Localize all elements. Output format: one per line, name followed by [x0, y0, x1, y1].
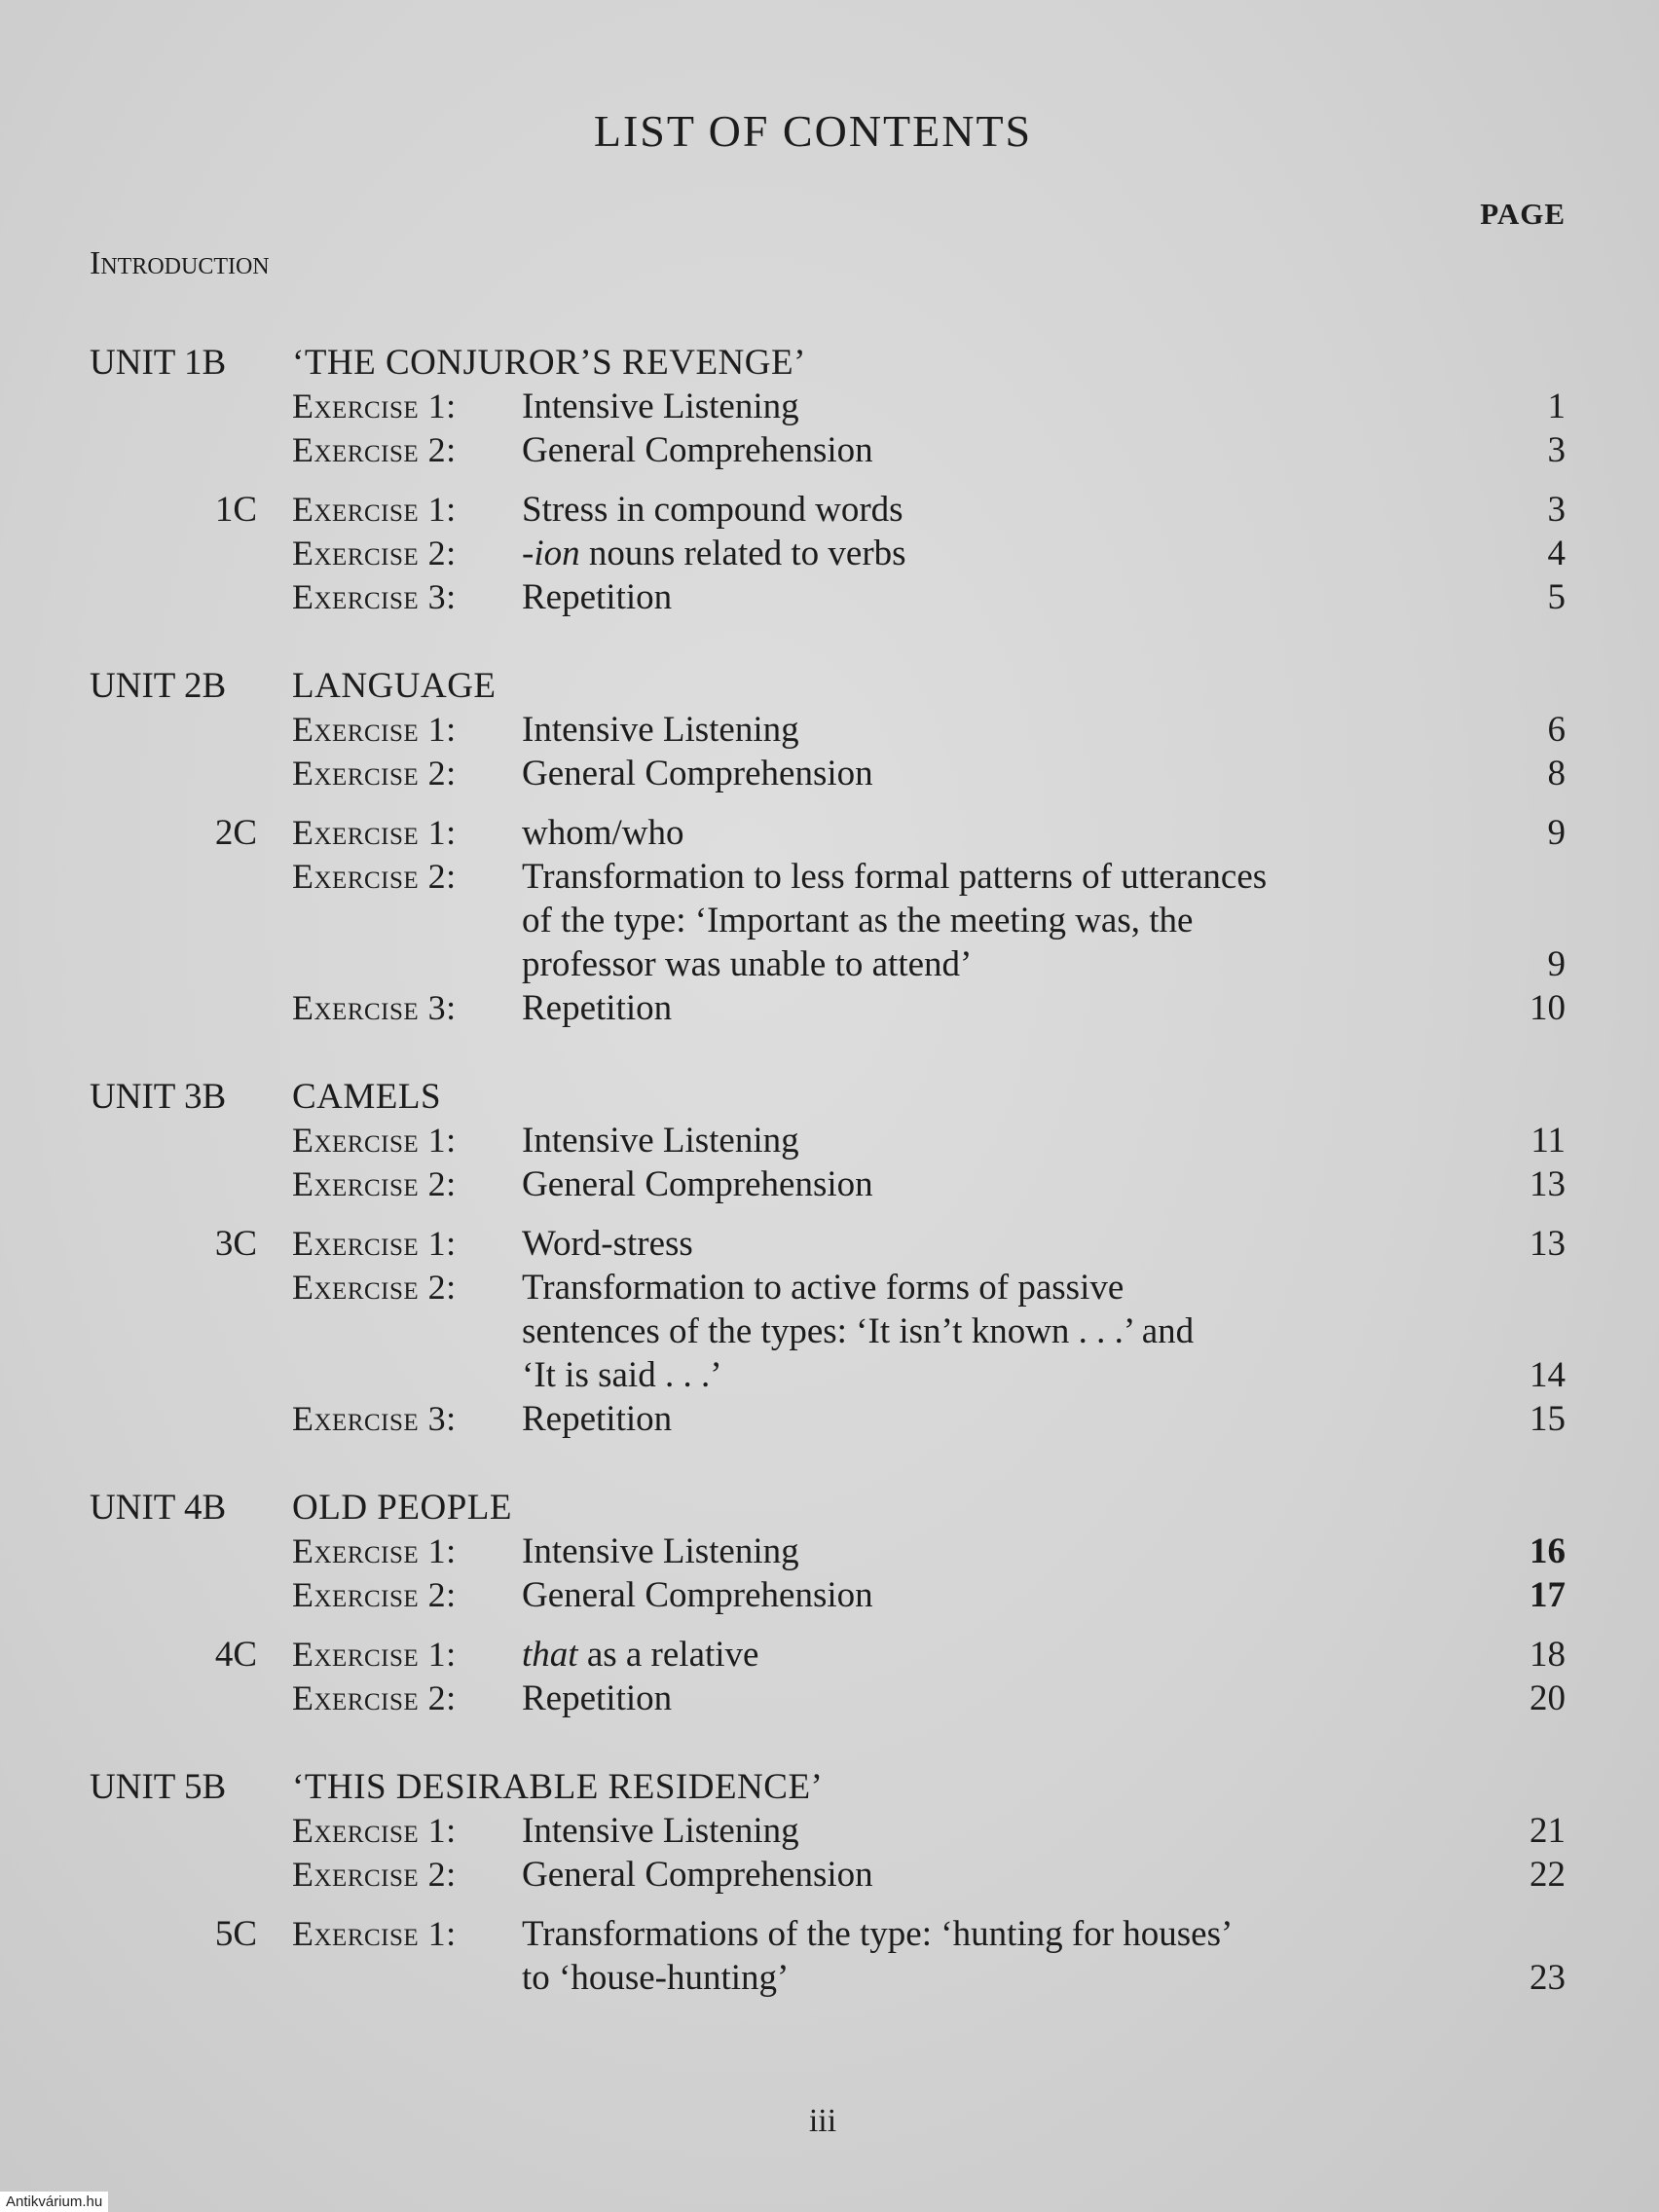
exercise-row	[90, 1573, 1566, 1617]
exercise-label: Exercise 2:	[292, 430, 457, 469]
exercise-title-text: nouns related to verbs	[579, 534, 906, 573]
page-column-label: PAGE	[1480, 197, 1566, 231]
exercise-title-line: sentences of the types: ‘It isn’t known . . .’ and	[522, 1311, 1195, 1351]
exercise-title	[522, 575, 1488, 619]
sub-unit-code: 1C	[214, 490, 257, 530]
exercise-title-line: professor was unable to attend’	[522, 944, 973, 984]
unit-heading	[90, 1765, 1566, 1809]
exercise-row	[90, 1853, 1566, 1897]
unit-block	[90, 1486, 1566, 1720]
exercise-row	[90, 428, 1566, 472]
page-number-entry: 13	[1530, 1224, 1566, 1264]
exercise-row	[90, 855, 1566, 986]
exercise-row	[90, 1912, 1566, 2000]
exercise-title	[522, 1397, 1488, 1441]
page-number-entry: 1	[1547, 387, 1566, 426]
exercise-title	[522, 532, 1488, 575]
page-number-entry: 18	[1530, 1635, 1566, 1675]
exercise-title-line: ‘It is said . . .’	[522, 1355, 722, 1395]
page-number-entry: 3	[1547, 430, 1566, 470]
exercise-title	[522, 752, 1488, 795]
exercise-title	[522, 1266, 1488, 1397]
exercise-label: Exercise 1:	[292, 1635, 457, 1674]
exercise-title	[522, 986, 1488, 1030]
exercise-title-line	[522, 532, 1468, 575]
exercise-row	[90, 1119, 1566, 1162]
exercise-row	[90, 1633, 1566, 1677]
exercise-row	[90, 1162, 1566, 1206]
unit-title: LANGUAGE	[292, 666, 497, 706]
exercise-label: Exercise 1:	[292, 1531, 457, 1570]
exercise-title	[522, 1853, 1488, 1897]
exercise-title	[522, 428, 1488, 472]
page-number-entry: 23	[1530, 1958, 1566, 1998]
page-number-entry: 5	[1547, 577, 1566, 617]
exercise-title	[522, 385, 1488, 428]
exercise-title	[522, 1119, 1488, 1162]
italic-term: that	[522, 1635, 578, 1675]
exercise-label: Exercise 2:	[292, 857, 457, 896]
unit-code: UNIT 1B	[90, 343, 227, 383]
page-number-entry: 15	[1530, 1399, 1566, 1439]
page-number-entry: 16	[1530, 1531, 1566, 1571]
page-number-entry: 8	[1547, 754, 1566, 793]
italic-term: -ion	[522, 534, 580, 573]
exercise-label: Exercise 2:	[292, 1268, 457, 1307]
exercise-row	[90, 752, 1566, 795]
exercise-title-line: Repetition	[522, 1399, 673, 1439]
exercise-row	[90, 1809, 1566, 1853]
unit-code: UNIT 4B	[90, 1488, 227, 1528]
page-number-entry: 3	[1547, 490, 1566, 530]
page-number-entry: 13	[1530, 1164, 1566, 1204]
exercise-row	[90, 385, 1566, 428]
exercise-title	[522, 488, 1488, 532]
exercise-title	[522, 1809, 1488, 1853]
exercise-label: Exercise 2:	[292, 1164, 457, 1203]
exercise-row	[90, 532, 1566, 575]
page-number-entry: 9	[1547, 944, 1566, 984]
exercise-title	[522, 1222, 1488, 1266]
unit-heading	[90, 341, 1566, 385]
table-of-contents	[90, 341, 1566, 2045]
exercise-title	[522, 1912, 1488, 2000]
page-number-entry: 11	[1530, 1121, 1566, 1161]
unit-block	[90, 664, 1566, 1030]
exercise-title-line: Transformation to active forms of passive	[522, 1268, 1124, 1308]
exercise-title	[522, 708, 1488, 752]
exercise-label: Exercise 1:	[292, 490, 457, 529]
page-number-entry: 22	[1530, 1855, 1566, 1895]
unit-title: CAMELS	[292, 1077, 442, 1117]
unit-block	[90, 1765, 1566, 2000]
exercise-title-line: Transformation to less formal patterns of utterances	[522, 857, 1268, 897]
exercise-title-line	[522, 1633, 1468, 1677]
exercise-title-text: as a relative	[577, 1635, 759, 1675]
exercise-title-line: General Comprehension	[522, 754, 873, 793]
introduction-entry: Introduction	[90, 245, 270, 281]
unit-code: UNIT 5B	[90, 1767, 227, 1807]
unit-heading	[90, 1075, 1566, 1119]
exercise-title-line: Intensive Listening	[522, 1811, 799, 1851]
unit-block	[90, 341, 1566, 619]
exercise-label: Exercise 3:	[292, 988, 457, 1027]
sub-unit-code: 4C	[214, 1635, 257, 1675]
page-number-entry: 21	[1530, 1811, 1566, 1851]
page-number-entry: 17	[1530, 1575, 1566, 1615]
exercise-label: Exercise 3:	[292, 1399, 457, 1438]
exercise-title-line: General Comprehension	[522, 1855, 873, 1895]
unit-block	[90, 1075, 1566, 1441]
exercise-label: Exercise 1:	[292, 1224, 457, 1263]
sub-unit-code: 5C	[214, 1914, 257, 1954]
exercise-title-line: Transformations of the type: ‘hunting for houses’	[522, 1914, 1234, 1954]
exercise-label: Exercise 1:	[292, 813, 457, 852]
exercise-title-line: General Comprehension	[522, 430, 873, 470]
exercise-row	[90, 1530, 1566, 1573]
exercise-title	[522, 855, 1488, 986]
exercise-title-line: General Comprehension	[522, 1575, 873, 1615]
exercise-label: Exercise 2:	[292, 1678, 457, 1717]
exercise-label: Exercise 1:	[292, 710, 457, 749]
exercise-title-line: Word-stress	[522, 1224, 693, 1264]
exercise-title	[522, 1677, 1488, 1720]
exercise-label: Exercise 2:	[292, 1855, 457, 1894]
exercise-title	[522, 1573, 1488, 1617]
exercise-title-line: Repetition	[522, 1678, 673, 1718]
page-number-entry: 6	[1547, 710, 1566, 750]
exercise-row	[90, 575, 1566, 619]
exercise-title-line: Intensive Listening	[522, 1531, 799, 1571]
exercise-title	[522, 1530, 1488, 1573]
exercise-title-line: Repetition	[522, 988, 673, 1028]
exercise-title-line: to ‘house-hunting’	[522, 1958, 790, 1998]
unit-title: ‘THIS DESIRABLE RESIDENCE’	[292, 1767, 824, 1807]
exercise-label: Exercise 1:	[292, 1811, 457, 1850]
exercise-row	[90, 986, 1566, 1030]
exercise-label: Exercise 1:	[292, 1914, 457, 1953]
exercise-title-line: Intensive Listening	[522, 1121, 799, 1161]
page-number-entry: 10	[1530, 988, 1566, 1028]
exercise-title	[522, 811, 1488, 855]
exercise-title	[522, 1633, 1488, 1677]
unit-code: UNIT 2B	[90, 666, 227, 706]
page-number-entry: 9	[1547, 813, 1566, 853]
exercise-row	[90, 1222, 1566, 1266]
exercise-title	[522, 1162, 1488, 1206]
page-number-entry: 4	[1547, 534, 1566, 573]
exercise-label: Exercise 2:	[292, 754, 457, 793]
page-title: LIST OF CONTENTS	[593, 106, 1033, 156]
page-number-entry: 20	[1530, 1678, 1566, 1718]
page-number: iii	[808, 2103, 837, 2139]
exercise-title-line: whom/who	[522, 813, 684, 853]
sub-unit-code: 2C	[214, 813, 257, 853]
unit-heading	[90, 1486, 1566, 1530]
exercise-row	[90, 1266, 1566, 1397]
exercise-title-line: Intensive Listening	[522, 387, 799, 426]
exercise-title-line: General Comprehension	[522, 1164, 873, 1204]
exercise-title-line: Intensive Listening	[522, 710, 799, 750]
unit-heading	[90, 664, 1566, 708]
exercise-title-line: Repetition	[522, 577, 673, 617]
exercise-label: Exercise 3:	[292, 577, 457, 616]
exercise-row	[90, 708, 1566, 752]
exercise-label: Exercise 1:	[292, 1121, 457, 1160]
exercise-label: Exercise 1:	[292, 387, 457, 425]
exercise-title-line: of the type: ‘Important as the meeting was, the	[522, 901, 1194, 940]
page-number-entry: 14	[1530, 1355, 1566, 1395]
unit-title: ‘THE CONJUROR’S REVENGE’	[292, 343, 806, 383]
exercise-label: Exercise 2:	[292, 1575, 457, 1614]
unit-title: OLD PEOPLE	[292, 1488, 512, 1528]
exercise-row	[90, 811, 1566, 855]
sub-unit-code: 3C	[214, 1224, 257, 1264]
unit-code: UNIT 3B	[90, 1077, 227, 1117]
exercise-title-line: Stress in compound words	[522, 490, 903, 530]
exercise-row	[90, 488, 1566, 532]
watermark: Antikvárium.hu	[0, 2192, 108, 2212]
exercise-row	[90, 1397, 1566, 1441]
exercise-label: Exercise 2:	[292, 534, 457, 572]
exercise-row	[90, 1677, 1566, 1720]
